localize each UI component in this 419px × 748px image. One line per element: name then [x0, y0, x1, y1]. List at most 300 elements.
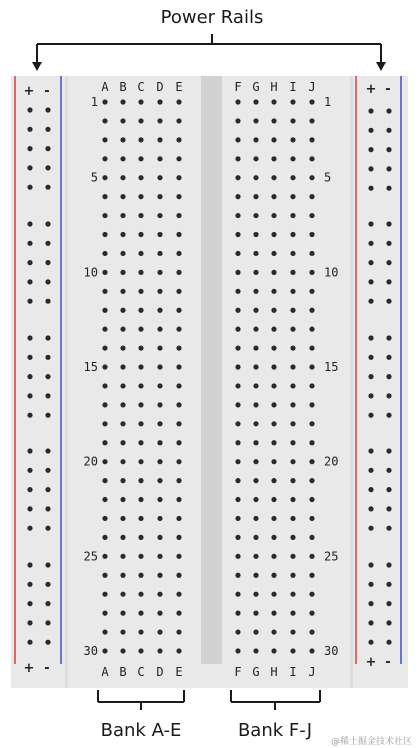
hole-f22[interactable]	[235, 497, 240, 502]
hole-e26[interactable]	[176, 573, 181, 578]
hole-h19[interactable]	[271, 440, 276, 445]
rail-right-plus-hole[interactable]	[368, 640, 373, 645]
hole-c15[interactable]	[138, 364, 143, 369]
hole-i11[interactable]	[290, 289, 295, 294]
hole-g26[interactable]	[253, 573, 258, 578]
hole-d7[interactable]	[157, 213, 162, 218]
rail-left-minus-hole[interactable]	[45, 146, 50, 151]
hole-b23[interactable]	[120, 516, 125, 521]
hole-a16[interactable]	[102, 383, 107, 388]
hole-e18[interactable]	[176, 421, 181, 426]
hole-h18[interactable]	[271, 421, 276, 426]
hole-i3[interactable]	[290, 137, 295, 142]
hole-a17[interactable]	[102, 402, 107, 407]
rail-left-minus-hole[interactable]	[45, 185, 50, 190]
rail-right-plus-hole[interactable]	[368, 147, 373, 152]
hole-g2[interactable]	[253, 118, 258, 123]
hole-g29[interactable]	[253, 629, 258, 634]
rail-right-plus-hole[interactable]	[368, 562, 373, 567]
rail-left-plus-hole[interactable]	[27, 127, 32, 132]
rail-left-minus-hole[interactable]	[45, 413, 50, 418]
hole-i20[interactable]	[290, 459, 295, 464]
hole-f9[interactable]	[235, 251, 240, 256]
hole-g30[interactable]	[253, 648, 258, 653]
hole-c28[interactable]	[138, 611, 143, 616]
hole-f3[interactable]	[235, 137, 240, 142]
hole-c7[interactable]	[138, 213, 143, 218]
hole-f24[interactable]	[235, 535, 240, 540]
hole-a28[interactable]	[102, 611, 107, 616]
hole-a27[interactable]	[102, 592, 107, 597]
rail-left-minus-hole[interactable]	[45, 335, 50, 340]
hole-h10[interactable]	[271, 270, 276, 275]
hole-c8[interactable]	[138, 232, 143, 237]
rail-left-minus-hole[interactable]	[45, 165, 50, 170]
hole-a2[interactable]	[102, 118, 107, 123]
hole-a29[interactable]	[102, 629, 107, 634]
hole-a8[interactable]	[102, 232, 107, 237]
rail-right-minus-hole[interactable]	[386, 526, 391, 531]
hole-f28[interactable]	[235, 611, 240, 616]
hole-j8[interactable]	[309, 232, 314, 237]
rail-right-plus-hole[interactable]	[368, 166, 373, 171]
hole-j4[interactable]	[309, 156, 314, 161]
rail-right-plus-hole[interactable]	[368, 448, 373, 453]
hole-i5[interactable]	[290, 175, 295, 180]
hole-g13[interactable]	[253, 327, 258, 332]
hole-e27[interactable]	[176, 592, 181, 597]
hole-g10[interactable]	[253, 270, 258, 275]
hole-e16[interactable]	[176, 383, 181, 388]
hole-a11[interactable]	[102, 289, 107, 294]
hole-i23[interactable]	[290, 516, 295, 521]
hole-d15[interactable]	[157, 364, 162, 369]
hole-d1[interactable]	[157, 99, 162, 104]
hole-f14[interactable]	[235, 345, 240, 350]
hole-e25[interactable]	[176, 554, 181, 559]
hole-j19[interactable]	[309, 440, 314, 445]
hole-b20[interactable]	[120, 459, 125, 464]
hole-h6[interactable]	[271, 194, 276, 199]
hole-h24[interactable]	[271, 535, 276, 540]
rail-right-minus-hole[interactable]	[386, 468, 391, 473]
hole-f2[interactable]	[235, 118, 240, 123]
hole-b28[interactable]	[120, 611, 125, 616]
hole-i6[interactable]	[290, 194, 295, 199]
hole-e10[interactable]	[176, 270, 181, 275]
hole-i27[interactable]	[290, 592, 295, 597]
hole-b6[interactable]	[120, 194, 125, 199]
hole-b12[interactable]	[120, 308, 125, 313]
hole-g16[interactable]	[253, 383, 258, 388]
rail-right-minus-hole[interactable]	[386, 562, 391, 567]
hole-a10[interactable]	[102, 270, 107, 275]
hole-b15[interactable]	[120, 364, 125, 369]
hole-a7[interactable]	[102, 213, 107, 218]
hole-f20[interactable]	[235, 459, 240, 464]
hole-b14[interactable]	[120, 345, 125, 350]
hole-i7[interactable]	[290, 213, 295, 218]
rail-right-minus-hole[interactable]	[386, 260, 391, 265]
rail-left-minus-hole[interactable]	[45, 260, 50, 265]
hole-b9[interactable]	[120, 251, 125, 256]
hole-h16[interactable]	[271, 383, 276, 388]
hole-j23[interactable]	[309, 516, 314, 521]
hole-f27[interactable]	[235, 592, 240, 597]
hole-b26[interactable]	[120, 573, 125, 578]
hole-i8[interactable]	[290, 232, 295, 237]
hole-e2[interactable]	[176, 118, 181, 123]
hole-d28[interactable]	[157, 611, 162, 616]
hole-g22[interactable]	[253, 497, 258, 502]
hole-d25[interactable]	[157, 554, 162, 559]
hole-e3[interactable]	[176, 137, 181, 142]
hole-a3[interactable]	[102, 137, 107, 142]
rail-left-plus-hole[interactable]	[27, 620, 32, 625]
rail-left-plus-hole[interactable]	[27, 146, 32, 151]
rail-right-minus-hole[interactable]	[386, 355, 391, 360]
hole-i18[interactable]	[290, 421, 295, 426]
rail-left-plus-hole[interactable]	[27, 335, 32, 340]
rail-right-plus-hole[interactable]	[368, 601, 373, 606]
hole-d18[interactable]	[157, 421, 162, 426]
hole-i2[interactable]	[290, 118, 295, 123]
hole-a1[interactable]	[102, 99, 107, 104]
hole-c25[interactable]	[138, 554, 143, 559]
hole-h1[interactable]	[271, 99, 276, 104]
hole-i29[interactable]	[290, 629, 295, 634]
hole-f11[interactable]	[235, 289, 240, 294]
rail-left-plus-hole[interactable]	[27, 448, 32, 453]
rail-right-plus-hole[interactable]	[368, 108, 373, 113]
hole-e20[interactable]	[176, 459, 181, 464]
hole-h25[interactable]	[271, 554, 276, 559]
hole-g27[interactable]	[253, 592, 258, 597]
hole-g20[interactable]	[253, 459, 258, 464]
hole-d6[interactable]	[157, 194, 162, 199]
hole-i13[interactable]	[290, 327, 295, 332]
hole-a15[interactable]	[102, 364, 107, 369]
hole-g8[interactable]	[253, 232, 258, 237]
hole-e11[interactable]	[176, 289, 181, 294]
hole-a5[interactable]	[102, 175, 107, 180]
hole-g15[interactable]	[253, 364, 258, 369]
hole-e14[interactable]	[176, 345, 181, 350]
hole-e17[interactable]	[176, 402, 181, 407]
hole-d8[interactable]	[157, 232, 162, 237]
rail-right-minus-hole[interactable]	[386, 413, 391, 418]
hole-f26[interactable]	[235, 573, 240, 578]
hole-g4[interactable]	[253, 156, 258, 161]
rail-left-minus-hole[interactable]	[45, 127, 50, 132]
hole-a24[interactable]	[102, 535, 107, 540]
hole-j13[interactable]	[309, 327, 314, 332]
rail-right-plus-hole[interactable]	[368, 186, 373, 191]
hole-h27[interactable]	[271, 592, 276, 597]
hole-j21[interactable]	[309, 478, 314, 483]
rail-right-plus-hole[interactable]	[368, 374, 373, 379]
hole-b4[interactable]	[120, 156, 125, 161]
hole-e6[interactable]	[176, 194, 181, 199]
hole-b16[interactable]	[120, 383, 125, 388]
hole-f5[interactable]	[235, 175, 240, 180]
rail-right-plus-hole[interactable]	[368, 128, 373, 133]
rail-left-minus-hole[interactable]	[45, 562, 50, 567]
hole-a6[interactable]	[102, 194, 107, 199]
hole-c16[interactable]	[138, 383, 143, 388]
hole-f16[interactable]	[235, 383, 240, 388]
hole-e7[interactable]	[176, 213, 181, 218]
hole-c17[interactable]	[138, 402, 143, 407]
hole-g5[interactable]	[253, 175, 258, 180]
rail-left-minus-hole[interactable]	[45, 640, 50, 645]
rail-left-plus-hole[interactable]	[27, 374, 32, 379]
rail-left-plus-hole[interactable]	[27, 562, 32, 567]
hole-g25[interactable]	[253, 554, 258, 559]
hole-c11[interactable]	[138, 289, 143, 294]
hole-h8[interactable]	[271, 232, 276, 237]
hole-j30[interactable]	[309, 648, 314, 653]
rail-right-plus-hole[interactable]	[368, 620, 373, 625]
hole-j16[interactable]	[309, 383, 314, 388]
hole-d3[interactable]	[157, 137, 162, 142]
rail-left-plus-hole[interactable]	[27, 107, 32, 112]
hole-h3[interactable]	[271, 137, 276, 142]
hole-g17[interactable]	[253, 402, 258, 407]
hole-d9[interactable]	[157, 251, 162, 256]
rail-left-minus-hole[interactable]	[45, 506, 50, 511]
hole-j7[interactable]	[309, 213, 314, 218]
hole-g23[interactable]	[253, 516, 258, 521]
hole-b24[interactable]	[120, 535, 125, 540]
hole-g1[interactable]	[253, 99, 258, 104]
rail-right-plus-hole[interactable]	[368, 393, 373, 398]
hole-c12[interactable]	[138, 308, 143, 313]
rail-left-plus-hole[interactable]	[27, 640, 32, 645]
rail-left-minus-hole[interactable]	[45, 582, 50, 587]
hole-d11[interactable]	[157, 289, 162, 294]
rail-right-minus-hole[interactable]	[386, 374, 391, 379]
hole-f15[interactable]	[235, 364, 240, 369]
hole-a23[interactable]	[102, 516, 107, 521]
hole-d20[interactable]	[157, 459, 162, 464]
rail-right-minus-hole[interactable]	[386, 487, 391, 492]
hole-c20[interactable]	[138, 459, 143, 464]
hole-h13[interactable]	[271, 327, 276, 332]
hole-c2[interactable]	[138, 118, 143, 123]
rail-left-minus-hole[interactable]	[45, 487, 50, 492]
hole-d26[interactable]	[157, 573, 162, 578]
hole-h2[interactable]	[271, 118, 276, 123]
hole-j22[interactable]	[309, 497, 314, 502]
hole-e4[interactable]	[176, 156, 181, 161]
hole-j2[interactable]	[309, 118, 314, 123]
hole-j11[interactable]	[309, 289, 314, 294]
hole-e28[interactable]	[176, 611, 181, 616]
hole-j28[interactable]	[309, 611, 314, 616]
hole-d14[interactable]	[157, 345, 162, 350]
rail-right-minus-hole[interactable]	[386, 601, 391, 606]
hole-i12[interactable]	[290, 308, 295, 313]
hole-g21[interactable]	[253, 478, 258, 483]
hole-a20[interactable]	[102, 459, 107, 464]
hole-g7[interactable]	[253, 213, 258, 218]
hole-a14[interactable]	[102, 345, 107, 350]
rail-left-plus-hole[interactable]	[27, 279, 32, 284]
hole-h21[interactable]	[271, 478, 276, 483]
rail-right-minus-hole[interactable]	[386, 640, 391, 645]
rail-right-plus-hole[interactable]	[368, 279, 373, 284]
hole-j29[interactable]	[309, 629, 314, 634]
hole-e22[interactable]	[176, 497, 181, 502]
rail-left-minus-hole[interactable]	[45, 299, 50, 304]
hole-g14[interactable]	[253, 345, 258, 350]
hole-c19[interactable]	[138, 440, 143, 445]
rail-left-minus-hole[interactable]	[45, 107, 50, 112]
hole-e24[interactable]	[176, 535, 181, 540]
rail-left-minus-hole[interactable]	[45, 355, 50, 360]
hole-b3[interactable]	[120, 137, 125, 142]
hole-f18[interactable]	[235, 421, 240, 426]
hole-g3[interactable]	[253, 137, 258, 142]
hole-i10[interactable]	[290, 270, 295, 275]
hole-d30[interactable]	[157, 648, 162, 653]
rail-right-minus-hole[interactable]	[386, 186, 391, 191]
hole-a26[interactable]	[102, 573, 107, 578]
hole-c30[interactable]	[138, 648, 143, 653]
rail-right-minus-hole[interactable]	[386, 335, 391, 340]
hole-h26[interactable]	[271, 573, 276, 578]
hole-e13[interactable]	[176, 327, 181, 332]
hole-f6[interactable]	[235, 194, 240, 199]
rail-right-minus-hole[interactable]	[386, 299, 391, 304]
hole-b18[interactable]	[120, 421, 125, 426]
hole-h14[interactable]	[271, 345, 276, 350]
hole-b7[interactable]	[120, 213, 125, 218]
hole-j18[interactable]	[309, 421, 314, 426]
hole-h12[interactable]	[271, 308, 276, 313]
hole-b5[interactable]	[120, 175, 125, 180]
hole-a21[interactable]	[102, 478, 107, 483]
hole-d21[interactable]	[157, 478, 162, 483]
rail-right-minus-hole[interactable]	[386, 279, 391, 284]
hole-b19[interactable]	[120, 440, 125, 445]
hole-f12[interactable]	[235, 308, 240, 313]
hole-a4[interactable]	[102, 156, 107, 161]
rail-left-minus-hole[interactable]	[45, 279, 50, 284]
hole-b27[interactable]	[120, 592, 125, 597]
hole-c1[interactable]	[138, 99, 143, 104]
hole-b10[interactable]	[120, 270, 125, 275]
hole-b11[interactable]	[120, 289, 125, 294]
hole-c22[interactable]	[138, 497, 143, 502]
hole-i22[interactable]	[290, 497, 295, 502]
hole-h4[interactable]	[271, 156, 276, 161]
hole-b1[interactable]	[120, 99, 125, 104]
hole-h11[interactable]	[271, 289, 276, 294]
hole-b2[interactable]	[120, 118, 125, 123]
hole-j3[interactable]	[309, 137, 314, 142]
hole-c26[interactable]	[138, 573, 143, 578]
hole-c29[interactable]	[138, 629, 143, 634]
hole-j26[interactable]	[309, 573, 314, 578]
hole-d29[interactable]	[157, 629, 162, 634]
rail-right-minus-hole[interactable]	[386, 393, 391, 398]
rail-right-plus-hole[interactable]	[368, 582, 373, 587]
hole-g28[interactable]	[253, 611, 258, 616]
hole-b21[interactable]	[120, 478, 125, 483]
rail-right-plus-hole[interactable]	[368, 526, 373, 531]
hole-e23[interactable]	[176, 516, 181, 521]
hole-a25[interactable]	[102, 554, 107, 559]
hole-b17[interactable]	[120, 402, 125, 407]
hole-g6[interactable]	[253, 194, 258, 199]
hole-d13[interactable]	[157, 327, 162, 332]
hole-h15[interactable]	[271, 364, 276, 369]
hole-i26[interactable]	[290, 573, 295, 578]
hole-c18[interactable]	[138, 421, 143, 426]
hole-i16[interactable]	[290, 383, 295, 388]
hole-f19[interactable]	[235, 440, 240, 445]
hole-f7[interactable]	[235, 213, 240, 218]
hole-h22[interactable]	[271, 497, 276, 502]
rail-left-minus-hole[interactable]	[45, 601, 50, 606]
rail-left-plus-hole[interactable]	[27, 413, 32, 418]
hole-i21[interactable]	[290, 478, 295, 483]
hole-d17[interactable]	[157, 402, 162, 407]
hole-j27[interactable]	[309, 592, 314, 597]
hole-d2[interactable]	[157, 118, 162, 123]
hole-c5[interactable]	[138, 175, 143, 180]
rail-right-plus-hole[interactable]	[368, 506, 373, 511]
rail-left-minus-hole[interactable]	[45, 241, 50, 246]
hole-j1[interactable]	[309, 99, 314, 104]
hole-f13[interactable]	[235, 327, 240, 332]
hole-f17[interactable]	[235, 402, 240, 407]
rail-left-plus-hole[interactable]	[27, 601, 32, 606]
rail-left-plus-hole[interactable]	[27, 260, 32, 265]
hole-j12[interactable]	[309, 308, 314, 313]
rail-left-plus-hole[interactable]	[27, 582, 32, 587]
hole-c27[interactable]	[138, 592, 143, 597]
hole-f10[interactable]	[235, 270, 240, 275]
hole-c13[interactable]	[138, 327, 143, 332]
rail-right-plus-hole[interactable]	[368, 335, 373, 340]
hole-b13[interactable]	[120, 327, 125, 332]
hole-e15[interactable]	[176, 364, 181, 369]
hole-b29[interactable]	[120, 629, 125, 634]
rail-left-plus-hole[interactable]	[27, 185, 32, 190]
rail-left-plus-hole[interactable]	[27, 393, 32, 398]
hole-g9[interactable]	[253, 251, 258, 256]
hole-c6[interactable]	[138, 194, 143, 199]
hole-h5[interactable]	[271, 175, 276, 180]
hole-h20[interactable]	[271, 459, 276, 464]
rail-right-minus-hole[interactable]	[386, 221, 391, 226]
hole-j10[interactable]	[309, 270, 314, 275]
rail-left-plus-hole[interactable]	[27, 241, 32, 246]
hole-c3[interactable]	[138, 137, 143, 142]
hole-b22[interactable]	[120, 497, 125, 502]
rail-right-plus-hole[interactable]	[368, 468, 373, 473]
hole-c24[interactable]	[138, 535, 143, 540]
rail-right-minus-hole[interactable]	[386, 620, 391, 625]
hole-c9[interactable]	[138, 251, 143, 256]
hole-i4[interactable]	[290, 156, 295, 161]
hole-j14[interactable]	[309, 345, 314, 350]
hole-d24[interactable]	[157, 535, 162, 540]
hole-i14[interactable]	[290, 345, 295, 350]
